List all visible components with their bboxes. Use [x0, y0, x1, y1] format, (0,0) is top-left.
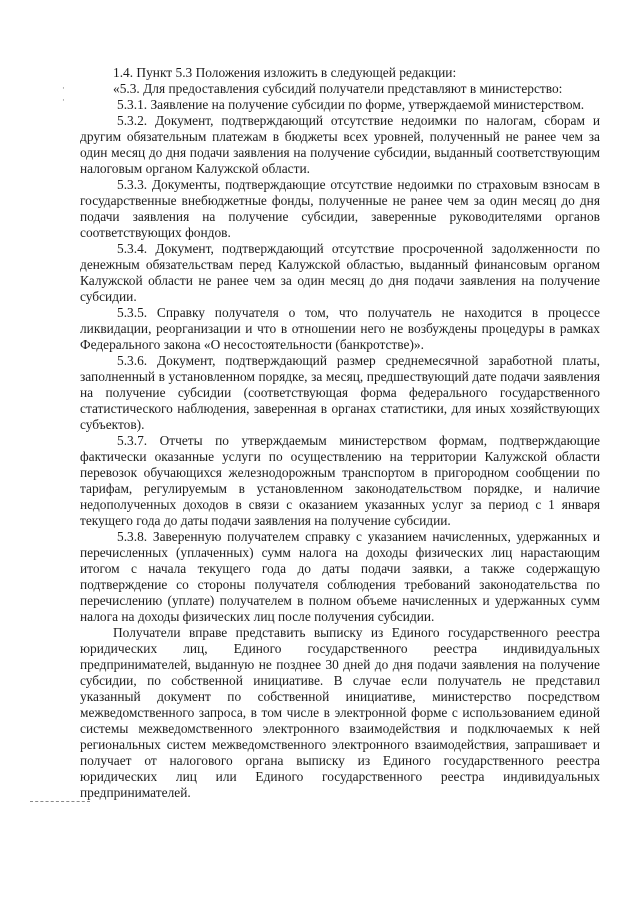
paragraph-5-3-4: 5.3.4. Документ, подтверждающий отсутствие просроченной задолженности по денежным обязательствам перед Калужской областью, выданный финансовым органом Калужской области не ранее чем за один месяц до дня подачи заявления на получение субсидии.	[80, 241, 600, 304]
scan-speck: ·	[62, 84, 65, 94]
paragraph-5-3: «5.3. Для предоставления субсидий получатели представляют в министерство:	[113, 81, 563, 96]
paragraph-5-3-8: 5.3.8. Заверенную получателем справку с указанием начисленных, удержанных и перечисленных (уплаченных) сумм налога на доходы физических лиц нарастающим итогом с начала текущего года до даты подачи заявки, а также содержащую подтверждение со стороны получателя соблюдения требований законодательства по перечислению (уплате) получателем в полном объеме начисленных и удержанных сумм налога на доходы физических лиц после получения субсидии.	[80, 529, 600, 624]
paragraph-1-4: 1.4. Пункт 5.3 Положения изложить в следующей редакции:	[113, 65, 457, 80]
scan-speck: ·	[62, 96, 65, 106]
scan-artifact-line	[30, 801, 90, 803]
paragraph-5-3-7: 5.3.7. Отчеты по утверждаемым министерством формам, подтверждающие фактически оказанные услуги по осуществлению на территории Калужской области перевозок обучающихся железнодорожным транспортом в пригородном сообщении по тарифам, регулируемым в установленном законодательством порядке, и наличие недополученных доходов в связи с оказанием указанных услуг за период с 1 января текущего года до даты подачи заявления на получение субсидии.	[80, 433, 600, 528]
paragraph-closing: Получатели вправе представить выписку из Единого государственного реестра юридических лиц, Единого государственного реестра индивидуальных предпринимателей, выданную не позднее 30 дней до дня подачи заявления на получение субсидии, по собственной инициативе. В случае если получатель не представил указанный документ по собственной инициативе, министерство посредством межведомственного запроса, в том числе в электронной форме с использованием единой системы межведомственного электронного взаимодействия и подключаемых к ней региональных систем межведомственного электронного взаимодействия, запрашивает и получает от налогового органа выписку из Единого государственного реестра юридических лиц или Единого государственного реестра индивидуальных предпринимателей.	[80, 625, 600, 800]
document-body	[80, 65, 600, 801]
paragraph-5-3-3: 5.3.3. Документы, подтверждающие отсутствие недоимки по страховым взносам в государственные внебюджетные фонды, полученные не ранее чем за один месяц до дня подачи заявления на получение субсидии, заверенные руководителями органов соответствующих фондов.	[80, 177, 600, 240]
paragraph-5-3-2: 5.3.2. Документ, подтверждающий отсутствие недоимки по налогам, сборам и другим обязательным платежам в бюджеты всех уровней, полученный не ранее чем за один месяц до дня подачи заявления на получение субсидии, выданный соответствующим налоговым органом Калужской области.	[80, 113, 600, 176]
paragraph-5-3-1: 5.3.1. Заявление на получение субсидии по форме, утверждаемой министерством.	[117, 97, 585, 112]
paragraph-5-3-6: 5.3.6. Документ, подтверждающий размер среднемесячной заработной платы, заполненный в установленном порядке, за месяц, предшествующий дате подачи заявления на получение субсидии (соответствующая форма федерального государственного статистического наблюдения, заверенная в органах статистики, для иных хозяйствующих субъектов).	[80, 353, 600, 432]
paragraph-5-3-5: 5.3.5. Справку получателя о том, что получатель не находится в процессе ликвидации, реорганизации и что в отношении него не возбуждены процедуры в рамках Федерального закона «О несостоятельности (банкротстве)».	[80, 305, 600, 352]
